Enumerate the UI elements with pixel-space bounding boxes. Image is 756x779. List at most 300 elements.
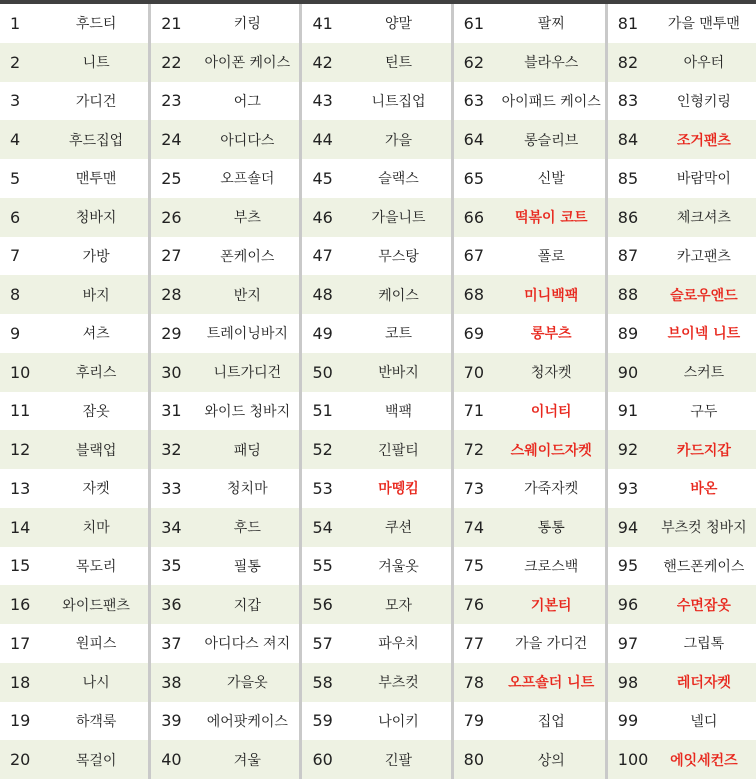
keyword-label: 후드집업 xyxy=(69,132,124,149)
rank-number: 78 xyxy=(463,672,485,692)
rank-number: 33 xyxy=(161,478,182,498)
rank-number: 53 xyxy=(312,478,333,498)
rank-number: 90 xyxy=(617,362,639,382)
rank-number: 2 xyxy=(10,52,21,72)
keyword-row xyxy=(454,120,605,159)
rank-number: 17 xyxy=(10,633,31,653)
rank-number: 64 xyxy=(463,130,485,150)
keyword-row xyxy=(302,120,450,159)
keyword-row xyxy=(454,353,605,392)
keyword-label: 슬랙스 xyxy=(378,171,419,188)
rank-number: 68 xyxy=(463,285,485,305)
keyword-row xyxy=(608,120,756,159)
keyword-row xyxy=(0,43,148,82)
rank-number: 95 xyxy=(617,556,639,576)
rank-number: 48 xyxy=(312,285,333,305)
rank-number: 99 xyxy=(617,711,639,731)
rank-number: 1 xyxy=(10,13,21,33)
keyword-row xyxy=(302,198,450,237)
keyword-label-highlighted: 떡볶이 코트 xyxy=(514,210,588,227)
keyword-label: 가을 xyxy=(385,132,413,149)
keyword-row xyxy=(151,430,299,469)
keyword-row xyxy=(454,585,605,624)
keyword-label: 부츠 xyxy=(233,210,261,227)
rank-number: 47 xyxy=(312,246,333,266)
keyword-row xyxy=(151,585,299,624)
rank-number: 63 xyxy=(463,91,485,111)
keyword-label: 가방 xyxy=(82,248,110,265)
keyword-row xyxy=(302,740,450,779)
rank-number: 55 xyxy=(312,556,333,576)
keyword-label: 나이키 xyxy=(378,713,419,730)
keyword-label: 핸드폰케이스 xyxy=(663,558,745,575)
keyword-label: 가을 가디건 xyxy=(515,636,588,653)
ranking-column xyxy=(605,4,756,779)
keyword-label: 아디다스 xyxy=(220,132,275,149)
keyword-row xyxy=(608,43,756,82)
rank-number: 100 xyxy=(617,750,649,770)
rank-number: 14 xyxy=(10,517,31,537)
keyword-row xyxy=(151,198,299,237)
keyword-ranking-table xyxy=(0,4,756,779)
keyword-label: 셔츠 xyxy=(82,326,110,343)
keyword-row xyxy=(0,663,148,702)
ranking-column xyxy=(451,4,605,779)
rank-number: 59 xyxy=(312,711,333,731)
rank-number: 36 xyxy=(161,595,182,615)
keyword-label: 모자 xyxy=(385,597,413,614)
keyword-label: 부츠컷 xyxy=(378,675,419,692)
rank-number: 60 xyxy=(312,750,333,770)
rank-number: 4 xyxy=(10,130,21,150)
keyword-label: 넬디 xyxy=(690,713,718,730)
keyword-label-highlighted: 수면잠옷 xyxy=(676,597,731,614)
keyword-row xyxy=(302,392,450,431)
rank-number: 50 xyxy=(312,362,333,382)
rank-number: 96 xyxy=(617,595,639,615)
keyword-row xyxy=(151,82,299,121)
keyword-label: 가을옷 xyxy=(227,675,268,692)
keyword-row xyxy=(0,508,148,547)
keyword-row xyxy=(608,237,756,276)
keyword-label-highlighted: 롱부츠 xyxy=(530,326,572,343)
keyword-label-highlighted: 슬로우앤드 xyxy=(670,287,738,304)
keyword-label: 청바지 xyxy=(75,210,117,227)
keyword-row xyxy=(608,740,756,779)
keyword-label: 나시 xyxy=(82,675,110,692)
keyword-row xyxy=(151,547,299,586)
rank-number: 6 xyxy=(10,207,21,227)
keyword-label: 가죽자켓 xyxy=(524,481,579,498)
keyword-label: 가을니트 xyxy=(371,210,426,227)
keyword-label-highlighted: 스웨이드자켓 xyxy=(510,442,592,459)
keyword-row xyxy=(608,624,756,663)
keyword-label: 지갑 xyxy=(233,597,261,614)
keyword-row xyxy=(0,275,148,314)
rank-number: 74 xyxy=(463,517,485,537)
keyword-row xyxy=(454,663,605,702)
keyword-row xyxy=(608,663,756,702)
keyword-label: 트레이닝바지 xyxy=(206,326,288,343)
keyword-row xyxy=(151,353,299,392)
rank-number: 20 xyxy=(10,750,31,770)
keyword-label: 맨투맨 xyxy=(75,171,117,188)
keyword-row xyxy=(454,740,605,779)
keyword-row xyxy=(151,237,299,276)
rank-number: 81 xyxy=(617,13,639,33)
keyword-row xyxy=(0,469,148,508)
keyword-row xyxy=(302,702,450,741)
keyword-row xyxy=(608,469,756,508)
keyword-label: 스커트 xyxy=(683,365,725,382)
rank-number: 56 xyxy=(312,595,333,615)
ranking-column xyxy=(148,4,299,779)
rank-number: 97 xyxy=(617,633,639,653)
keyword-row xyxy=(302,159,450,198)
keyword-row xyxy=(608,4,756,43)
rank-number: 23 xyxy=(161,91,182,111)
rank-number: 39 xyxy=(161,711,182,731)
keyword-row xyxy=(302,663,450,702)
keyword-row xyxy=(151,508,299,547)
keyword-label: 오프숄더 xyxy=(220,171,275,188)
keyword-label: 아이폰 케이스 xyxy=(204,55,291,72)
keyword-label: 크로스백 xyxy=(524,558,579,575)
rank-number: 44 xyxy=(312,130,333,150)
keyword-row xyxy=(608,159,756,198)
rank-number: 71 xyxy=(463,401,485,421)
keyword-row xyxy=(302,469,450,508)
keyword-label-highlighted: 브이넥 니트 xyxy=(667,326,741,343)
keyword-label: 무스탕 xyxy=(378,248,419,265)
keyword-row xyxy=(151,4,299,43)
keyword-row xyxy=(608,585,756,624)
rank-number: 27 xyxy=(161,246,182,266)
keyword-row xyxy=(302,508,450,547)
keyword-row xyxy=(454,430,605,469)
keyword-row xyxy=(302,43,450,82)
keyword-label: 코트 xyxy=(385,326,413,343)
keyword-row xyxy=(454,82,605,121)
keyword-label-highlighted: 오프숄더 니트 xyxy=(508,675,595,692)
keyword-row xyxy=(454,198,605,237)
rank-number: 67 xyxy=(463,246,485,266)
keyword-label: 필통 xyxy=(233,558,261,575)
keyword-row xyxy=(151,314,299,353)
keyword-row xyxy=(151,120,299,159)
rank-number: 43 xyxy=(312,91,333,111)
rank-number: 10 xyxy=(10,362,31,382)
keyword-label: 긴팔 xyxy=(385,752,413,769)
rank-number: 52 xyxy=(312,440,333,460)
keyword-label: 니트 xyxy=(82,55,110,72)
rank-number: 16 xyxy=(10,595,31,615)
rank-number: 91 xyxy=(617,401,639,421)
keyword-row xyxy=(454,314,605,353)
keyword-row xyxy=(151,740,299,779)
keyword-row xyxy=(302,4,450,43)
rank-number: 88 xyxy=(617,285,639,305)
rank-number: 32 xyxy=(161,440,182,460)
keyword-label: 롱슬리브 xyxy=(524,132,579,149)
keyword-row xyxy=(0,82,148,121)
keyword-row xyxy=(151,392,299,431)
keyword-row xyxy=(608,198,756,237)
keyword-row xyxy=(0,120,148,159)
keyword-label: 하객룩 xyxy=(75,713,117,730)
rank-number: 13 xyxy=(10,478,31,498)
keyword-row xyxy=(0,547,148,586)
keyword-label: 구두 xyxy=(690,403,718,420)
keyword-row xyxy=(454,275,605,314)
rank-number: 49 xyxy=(312,323,333,343)
keyword-row xyxy=(151,702,299,741)
keyword-row xyxy=(0,353,148,392)
keyword-row xyxy=(302,547,450,586)
keyword-row xyxy=(151,624,299,663)
keyword-label: 후리스 xyxy=(75,365,117,382)
rank-number: 26 xyxy=(161,207,182,227)
keyword-label: 쿠션 xyxy=(385,520,413,537)
keyword-row xyxy=(151,43,299,82)
keyword-label: 통통 xyxy=(537,520,565,537)
keyword-row xyxy=(302,82,450,121)
keyword-row xyxy=(302,585,450,624)
rank-number: 65 xyxy=(463,168,485,188)
keyword-row xyxy=(0,159,148,198)
rank-number: 87 xyxy=(617,246,639,266)
keyword-label: 가디건 xyxy=(75,93,117,110)
keyword-label-highlighted: 바온 xyxy=(690,481,718,498)
keyword-label: 긴팔티 xyxy=(378,442,419,459)
keyword-label: 잠옷 xyxy=(82,403,110,420)
keyword-label: 부츠컷 청바지 xyxy=(661,520,747,537)
keyword-row xyxy=(608,314,756,353)
rank-number: 61 xyxy=(463,13,485,33)
ranking-column xyxy=(299,4,450,779)
keyword-label: 아디다스 져지 xyxy=(204,636,291,653)
rank-number: 76 xyxy=(463,595,485,615)
keyword-label: 케이스 xyxy=(378,287,419,304)
keyword-row xyxy=(0,702,148,741)
rank-number: 72 xyxy=(463,440,485,460)
rank-number: 89 xyxy=(617,323,639,343)
keyword-label: 집업 xyxy=(537,713,565,730)
rank-number: 9 xyxy=(10,323,21,343)
keyword-label: 청치마 xyxy=(227,481,268,498)
keyword-label: 겨울옷 xyxy=(378,558,419,575)
rank-number: 3 xyxy=(10,91,21,111)
rank-number: 92 xyxy=(617,440,639,460)
rank-number: 46 xyxy=(312,207,333,227)
rank-number: 35 xyxy=(161,556,182,576)
keyword-label: 폴로 xyxy=(537,248,565,265)
rank-number: 29 xyxy=(161,323,182,343)
rank-number: 12 xyxy=(10,440,31,460)
rank-number: 31 xyxy=(161,401,182,421)
keyword-label: 목걸이 xyxy=(75,752,117,769)
keyword-row xyxy=(0,430,148,469)
keyword-label: 청자켓 xyxy=(530,365,572,382)
keyword-row xyxy=(0,198,148,237)
rank-number: 93 xyxy=(617,478,639,498)
keyword-label: 양말 xyxy=(385,16,413,33)
keyword-row xyxy=(608,275,756,314)
keyword-row xyxy=(151,663,299,702)
rank-number: 51 xyxy=(312,401,333,421)
keyword-row xyxy=(0,237,148,276)
rank-number: 84 xyxy=(617,130,639,150)
keyword-row xyxy=(151,469,299,508)
rank-number: 86 xyxy=(617,207,639,227)
keyword-label: 치마 xyxy=(82,520,110,537)
rank-number: 40 xyxy=(161,750,182,770)
keyword-label: 블랙업 xyxy=(75,442,117,459)
keyword-row xyxy=(608,392,756,431)
rank-number: 34 xyxy=(161,517,182,537)
keyword-row xyxy=(302,237,450,276)
keyword-row xyxy=(454,159,605,198)
keyword-label: 에어팟케이스 xyxy=(206,713,288,730)
keyword-label: 그립톡 xyxy=(683,636,725,653)
keyword-label: 블라우스 xyxy=(524,55,579,72)
keyword-label-highlighted: 기본티 xyxy=(530,597,572,614)
keyword-row xyxy=(608,702,756,741)
keyword-row xyxy=(608,430,756,469)
keyword-row xyxy=(0,392,148,431)
keyword-label: 목도리 xyxy=(75,558,117,575)
keyword-label: 인형키링 xyxy=(676,93,731,110)
rank-number: 98 xyxy=(617,672,639,692)
keyword-row xyxy=(608,547,756,586)
keyword-label: 니트가디건 xyxy=(213,365,282,382)
keyword-row xyxy=(454,624,605,663)
keyword-label: 파우치 xyxy=(378,636,419,653)
keyword-label: 와이드 청바지 xyxy=(204,403,291,420)
keyword-row xyxy=(302,353,450,392)
rank-number: 57 xyxy=(312,633,333,653)
keyword-row xyxy=(454,237,605,276)
rank-number: 11 xyxy=(10,401,31,421)
rank-number: 30 xyxy=(161,362,182,382)
keyword-row xyxy=(454,508,605,547)
keyword-label: 니트집업 xyxy=(371,93,426,110)
rank-number: 41 xyxy=(312,13,333,33)
keyword-label: 반지 xyxy=(233,287,261,304)
rank-number: 7 xyxy=(10,246,21,266)
rank-number: 79 xyxy=(463,711,485,731)
rank-number: 54 xyxy=(312,517,333,537)
keyword-label: 패딩 xyxy=(233,442,261,459)
rank-number: 5 xyxy=(10,168,21,188)
rank-number: 75 xyxy=(463,556,485,576)
keyword-row xyxy=(0,740,148,779)
keyword-label: 원피스 xyxy=(75,636,117,653)
rank-number: 66 xyxy=(463,207,485,227)
keyword-label: 키링 xyxy=(233,16,261,33)
rank-number: 69 xyxy=(463,323,485,343)
keyword-row xyxy=(454,392,605,431)
keyword-label: 바지 xyxy=(82,287,110,304)
keyword-label-highlighted: 마뗑킴 xyxy=(378,481,419,498)
rank-number: 83 xyxy=(617,91,639,111)
keyword-label: 가을 맨투맨 xyxy=(667,16,740,33)
rank-number: 45 xyxy=(312,168,333,188)
keyword-label: 와이드팬츠 xyxy=(62,597,130,614)
rank-number: 21 xyxy=(161,13,182,33)
keyword-row xyxy=(608,353,756,392)
keyword-row xyxy=(302,314,450,353)
rank-number: 15 xyxy=(10,556,31,576)
keyword-label: 자켓 xyxy=(82,481,110,498)
rank-number: 28 xyxy=(161,285,182,305)
keyword-label: 팔찌 xyxy=(537,16,565,33)
rank-number: 94 xyxy=(617,517,639,537)
keyword-label: 어그 xyxy=(233,93,261,110)
rank-number: 85 xyxy=(617,168,639,188)
rank-number: 19 xyxy=(10,711,31,731)
keyword-label: 신발 xyxy=(537,171,565,188)
keyword-row xyxy=(0,624,148,663)
rank-number: 38 xyxy=(161,672,182,692)
keyword-label: 아우터 xyxy=(683,55,725,72)
keyword-label: 틴트 xyxy=(385,55,413,72)
keyword-label: 백팩 xyxy=(385,403,413,420)
rank-number: 73 xyxy=(463,478,485,498)
keyword-row xyxy=(302,275,450,314)
rank-number: 37 xyxy=(161,633,182,653)
rank-number: 77 xyxy=(463,633,485,653)
rank-number: 70 xyxy=(463,362,485,382)
keyword-row xyxy=(454,43,605,82)
keyword-row xyxy=(0,4,148,43)
keyword-label: 폰케이스 xyxy=(220,248,275,265)
keyword-label: 상의 xyxy=(537,752,565,769)
rank-number: 82 xyxy=(617,52,639,72)
keyword-row xyxy=(302,624,450,663)
rank-number: 80 xyxy=(463,750,485,770)
keyword-label-highlighted: 이너티 xyxy=(530,403,572,420)
keyword-label: 반바지 xyxy=(378,365,419,382)
rank-number: 22 xyxy=(161,52,182,72)
keyword-row xyxy=(0,585,148,624)
rank-number: 62 xyxy=(463,52,485,72)
keyword-label: 겨울 xyxy=(233,752,261,769)
keyword-row xyxy=(608,508,756,547)
rank-number: 25 xyxy=(161,168,182,188)
rank-number: 58 xyxy=(312,672,333,692)
keyword-label-highlighted: 미니백팩 xyxy=(524,287,579,304)
keyword-label-highlighted: 레더자켓 xyxy=(676,675,731,692)
keyword-label: 체크셔츠 xyxy=(676,210,731,227)
rank-number: 18 xyxy=(10,672,31,692)
keyword-label: 후드 xyxy=(233,520,261,537)
keyword-label: 카고팬츠 xyxy=(676,248,731,265)
rank-number: 42 xyxy=(312,52,333,72)
keyword-row xyxy=(302,430,450,469)
keyword-row xyxy=(454,702,605,741)
keyword-label: 아이패드 케이스 xyxy=(501,93,601,110)
keyword-row xyxy=(454,547,605,586)
rank-number: 24 xyxy=(161,130,182,150)
ranking-column xyxy=(0,4,148,779)
keyword-label-highlighted: 조거팬츠 xyxy=(676,132,731,149)
keyword-row xyxy=(151,159,299,198)
keyword-row xyxy=(454,469,605,508)
keyword-row xyxy=(0,314,148,353)
keyword-label: 후드티 xyxy=(75,16,117,33)
rank-number: 8 xyxy=(10,285,21,305)
